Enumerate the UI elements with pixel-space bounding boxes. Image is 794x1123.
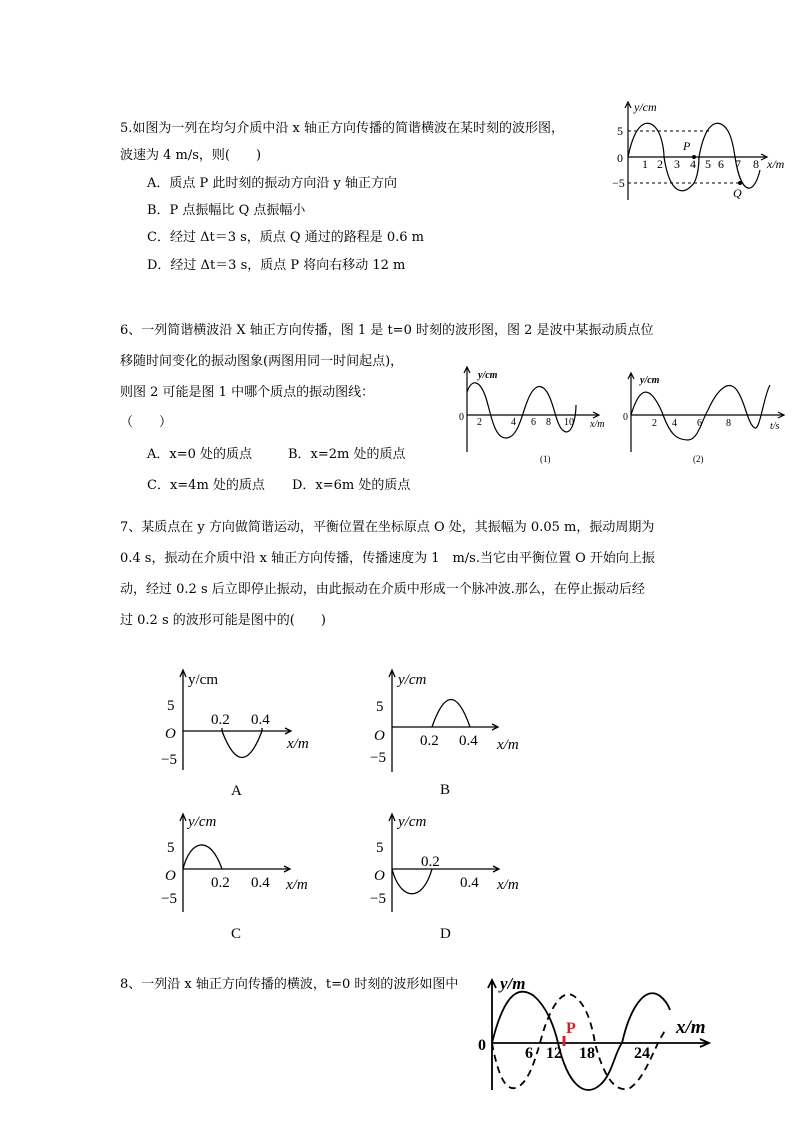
q5-label-q: Q <box>733 186 742 200</box>
q6-fig2-tick: 2 <box>652 418 657 429</box>
q7-c-ypos: 5 <box>167 840 175 856</box>
q5-option-d: D．经过 Δt＝3 s，质点 P 将向右移动 12 m <box>147 258 406 273</box>
q6-fig1-xlabel: x/m <box>590 419 605 430</box>
q7-c-origin: O <box>165 868 176 884</box>
q5-y-pos-label: 5 <box>617 124 623 138</box>
q7-a-yneg: −5 <box>161 752 177 768</box>
q7-b-caption: B <box>440 782 451 798</box>
q6-fig1-origin: 0 <box>459 412 464 423</box>
q6-stem-line2: 移随时间变化的振动图象(两图用同一时间起点)， <box>120 354 404 369</box>
q6-fig1-caption: (1) <box>540 454 551 464</box>
q7-d-ylabel: y/cm <box>398 814 427 830</box>
q6-fig1-tick: 10 <box>564 417 574 428</box>
q7-a-xlabel: x/m <box>287 736 309 752</box>
q8-ylabel: y/m <box>500 974 526 993</box>
q7-stem-line1: 7、某质点在 y 方向做简谐运动，平衡位置在坐标原点 O 处，其振幅为 0.05 m，振动周期为 <box>120 520 655 535</box>
q7-a-tick: 0.4 <box>251 712 270 728</box>
q6-fig2-ylabel: y/cm <box>640 375 660 386</box>
q7-c-tick: 0.4 <box>251 875 270 891</box>
q7-a-ypos: 5 <box>167 698 175 714</box>
q7-b-tick: 0.2 <box>420 733 439 749</box>
q7-d-yneg: −5 <box>370 891 386 907</box>
q5-stem-line2: 波速为 4 m/s，则( ) <box>120 148 262 163</box>
q7-a-tick: 0.2 <box>211 712 230 728</box>
q7-b-yneg: −5 <box>370 750 386 766</box>
q5-tick: 4 <box>690 157 696 171</box>
q7-d-origin: O <box>374 868 385 884</box>
q7-d-ypos: 5 <box>376 840 384 856</box>
q5-ylabel: y/cm <box>634 100 657 114</box>
q6-fig1-tick: 8 <box>546 417 551 428</box>
q8-label-p: P <box>566 1020 576 1037</box>
q8-xlabel: x/m <box>676 1017 706 1038</box>
q7-c-ylabel: y/cm <box>188 814 217 830</box>
q6-option-a: A．x=0 处的质点 <box>147 447 253 462</box>
q6-fig1-ylabel: y/cm <box>478 370 498 381</box>
q8-tick: 12 <box>546 1045 562 1062</box>
q7-a-ylabel: y/cm <box>188 672 218 688</box>
q6-fig2-tick: 4 <box>672 418 677 429</box>
q6-fig1-tick: 2 <box>477 417 482 428</box>
q7-b-ypos: 5 <box>376 699 384 715</box>
q5-tick: 5 <box>705 157 711 171</box>
q5-xlabel: x/m <box>767 157 785 171</box>
q6-option-b: B．x=2m 处的质点 <box>288 447 406 462</box>
q5-label-p: P <box>683 139 691 153</box>
q7-c-xlabel: x/m <box>286 877 308 893</box>
q7-c-caption: C <box>231 926 242 942</box>
q7-d-tick: 0.4 <box>460 875 479 891</box>
q5-y-neg-label: −5 <box>612 176 625 190</box>
q6-stem-line1: 6、一列简谐横波沿 X 轴正方向传播，图 1 是 t=0 时刻的波形图，图 2 是波中某振动质点位 <box>120 323 654 338</box>
q8-tick: 18 <box>579 1045 595 1062</box>
q5-stem-line1: 5.如图为一列在均匀介质中沿 x 轴正方向传播的简谐横波在某时刻的波形图， <box>120 121 564 136</box>
q7-d-caption: D <box>440 926 451 942</box>
q7-c-tick: 0.2 <box>211 875 230 891</box>
q6-fig1-tick: 6 <box>531 417 536 428</box>
q5-option-a: A．质点 P 此时刻的振动方向沿 y 轴正方向 <box>147 176 398 191</box>
q5-tick: 2 <box>657 157 663 171</box>
q5-option-c: C．经过 Δt＝3 s，质点 Q 通过的路程是 0.6 m <box>147 230 424 245</box>
q8-tick: 24 <box>634 1045 650 1062</box>
q7-d-xlabel: x/m <box>497 877 519 893</box>
q7-a-caption: A <box>231 783 242 799</box>
q5-tick: 8 <box>753 157 759 171</box>
q8-dashed-wave <box>492 994 665 1089</box>
q7-stem-line2: 0.4 s，振动在介质中沿 x 轴正方向传播，传播速度为 1 m/s.当它由平衡位置 O 开始向上振 <box>120 551 655 566</box>
q6-fig2-xlabel: t/s <box>770 421 780 432</box>
q5-tick: 6 <box>718 157 724 171</box>
q6-paren: （ ） <box>120 415 173 430</box>
q5-tick: 7 <box>735 157 741 171</box>
q7-c-yneg: −5 <box>161 891 177 907</box>
q7-b-tick: 0.4 <box>459 733 478 749</box>
q6-option-d: D．x=6m 处的质点 <box>292 478 411 493</box>
q7-b-ylabel: y/cm <box>398 672 427 688</box>
q5-tick: 1 <box>642 157 648 171</box>
q5-tick: 3 <box>674 157 680 171</box>
q7-a-origin: O <box>165 726 176 742</box>
q5-origin-label: 0 <box>617 151 623 165</box>
q6-option-c: C．x=4m 处的质点 <box>147 478 265 493</box>
q8-stem: 8、一列沿 x 轴正方向传播的横波，t=0 时刻的波形如图中 <box>120 977 459 992</box>
q6-fig1-tick: 4 <box>511 417 516 428</box>
q8-origin-label: 0 <box>478 1037 486 1054</box>
q6-stem-line3: 则图 2 可能是图 1 中哪个质点的振动图线： <box>120 385 375 400</box>
q6-fig2-origin: 0 <box>623 412 628 423</box>
q6-fig2-tick: 8 <box>726 418 731 429</box>
q8-tick: 6 <box>525 1045 533 1062</box>
q8-solid-wave <box>492 992 670 1090</box>
q7-d-tick: 0.2 <box>421 854 440 870</box>
q7-stem-line4: 过 0.2 s 的波形可能是图中的( ) <box>120 613 326 628</box>
q6-fig2-tick: 6 <box>697 418 702 429</box>
q7-b-xlabel: x/m <box>497 737 519 753</box>
q7-b-origin: O <box>374 728 385 744</box>
q6-fig2-caption: (2) <box>693 454 704 464</box>
q5-option-b: B．P 点振幅比 Q 点振幅小 <box>147 203 306 218</box>
q7-stem-line3: 动，经过 0.2 s 后立即停止振动，由此振动在介质中形成一个脉冲波.那么，在停止振动后经 <box>120 582 645 597</box>
